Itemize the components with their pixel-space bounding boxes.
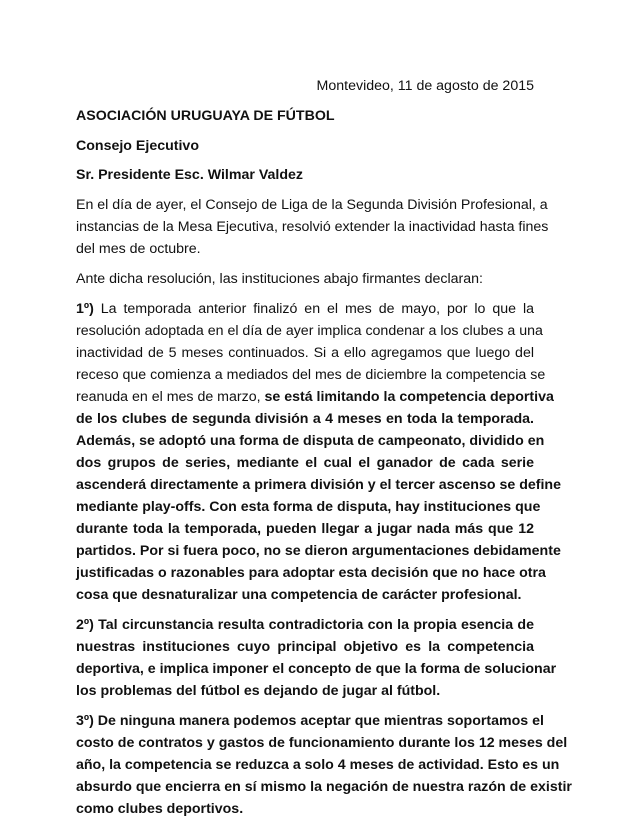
paragraph-line: de los clubes de segunda división a 4 meses en toda la temporada. [76, 411, 534, 427]
paragraph-line: ascenderá directamente a primera división y el tercer ascenso se define [76, 477, 561, 493]
paragraph-line: los problemas del fútbol es dejando de jugar al fútbol. [76, 683, 441, 699]
paragraph-line: partidos. Por si fuera poco, no se dieron argumentaciones debidamente [76, 543, 561, 559]
paragraph-number: 1º) [76, 301, 94, 317]
paragraph-line [76, 300, 534, 318]
lead-sentence: Ante dicha resolución, las instituciones abajo firmantes declaran: [76, 271, 483, 287]
paragraph-line: absurdo que encierra en sí mismo la negación de nuestra razón de existir [76, 779, 572, 795]
letter-date: Montevideo, 11 de agosto de 2015 [316, 78, 534, 94]
intro-line: instancias de la Mesa Ejecutiva, resolvió extender la inactividad hasta fines [76, 219, 549, 235]
paragraph-number: 2º) [76, 617, 94, 633]
paragraph-line: resolución adoptada en el día de ayer implica condenar a los clubes a una [76, 323, 543, 339]
paragraph-text: Tal circunstancia resulta contradictoria con la propia esencia de [98, 617, 534, 633]
paragraph-line: inactividad de 5 meses continuados. Si a ello agregamos que luego del [76, 345, 534, 361]
paragraph-line: 3º) De ninguna manera podemos aceptar que mientras soportamos el [76, 713, 544, 729]
paragraph-line: año, la competencia se reduzca a solo 4 meses de actividad. Esto es un [76, 757, 560, 773]
paragraph-line: cosa que desnaturalizar una competencia de carácter profesional. [76, 587, 522, 603]
paragraph-line: nuestras instituciones cuyo principal objetivo es la competencia [76, 639, 534, 655]
paragraph-line: mediante play-offs. Con esta forma de disputa, hay instituciones que [76, 499, 541, 515]
paragraph-text: reanuda en el mes de marzo, [76, 389, 265, 405]
paragraph-line: dos grupos de series, mediante el cual el ganador de cada serie [76, 455, 534, 471]
paragraph-line: Además, se adoptó una forma de disputa de campeonato, dividido en [76, 433, 545, 449]
recipient-body: Consejo Ejecutivo [76, 138, 199, 154]
recipient-person: Sr. Presidente Esc. Wilmar Valdez [76, 167, 303, 183]
paragraph-line [76, 616, 534, 634]
paragraph-line: deportiva, e implica imponer el concepto de que la forma de solucionar [76, 661, 557, 677]
recipient-organization: ASOCIACIÓN URUGUAYA DE FÚTBOL [76, 108, 335, 124]
paragraph-emphasis: se está limitando la competencia deportiva [264, 389, 554, 405]
paragraph-line: como clubes deportivos. [76, 801, 244, 817]
paragraph-line: justificadas o razonables para adoptar esta decisión que no hace otra [76, 565, 546, 581]
paragraph-line: costo de contratos y gastos de funcionamiento durante los 12 meses del [76, 735, 568, 751]
paragraph-line: durante toda la temporada, pueden llegar a jugar nada más que 12 [76, 521, 534, 537]
paragraph-line: receso que comienza a mediados del mes de diciembre la competencia se [76, 367, 546, 383]
intro-line: En el día de ayer, el Consejo de Liga de la Segunda División Profesional, a [76, 197, 548, 213]
paragraph-line [76, 388, 554, 406]
intro-line: del mes de octubre. [76, 241, 201, 257]
paragraph-text: La temporada anterior finalizó en el mes de mayo, por lo que la [100, 301, 534, 317]
